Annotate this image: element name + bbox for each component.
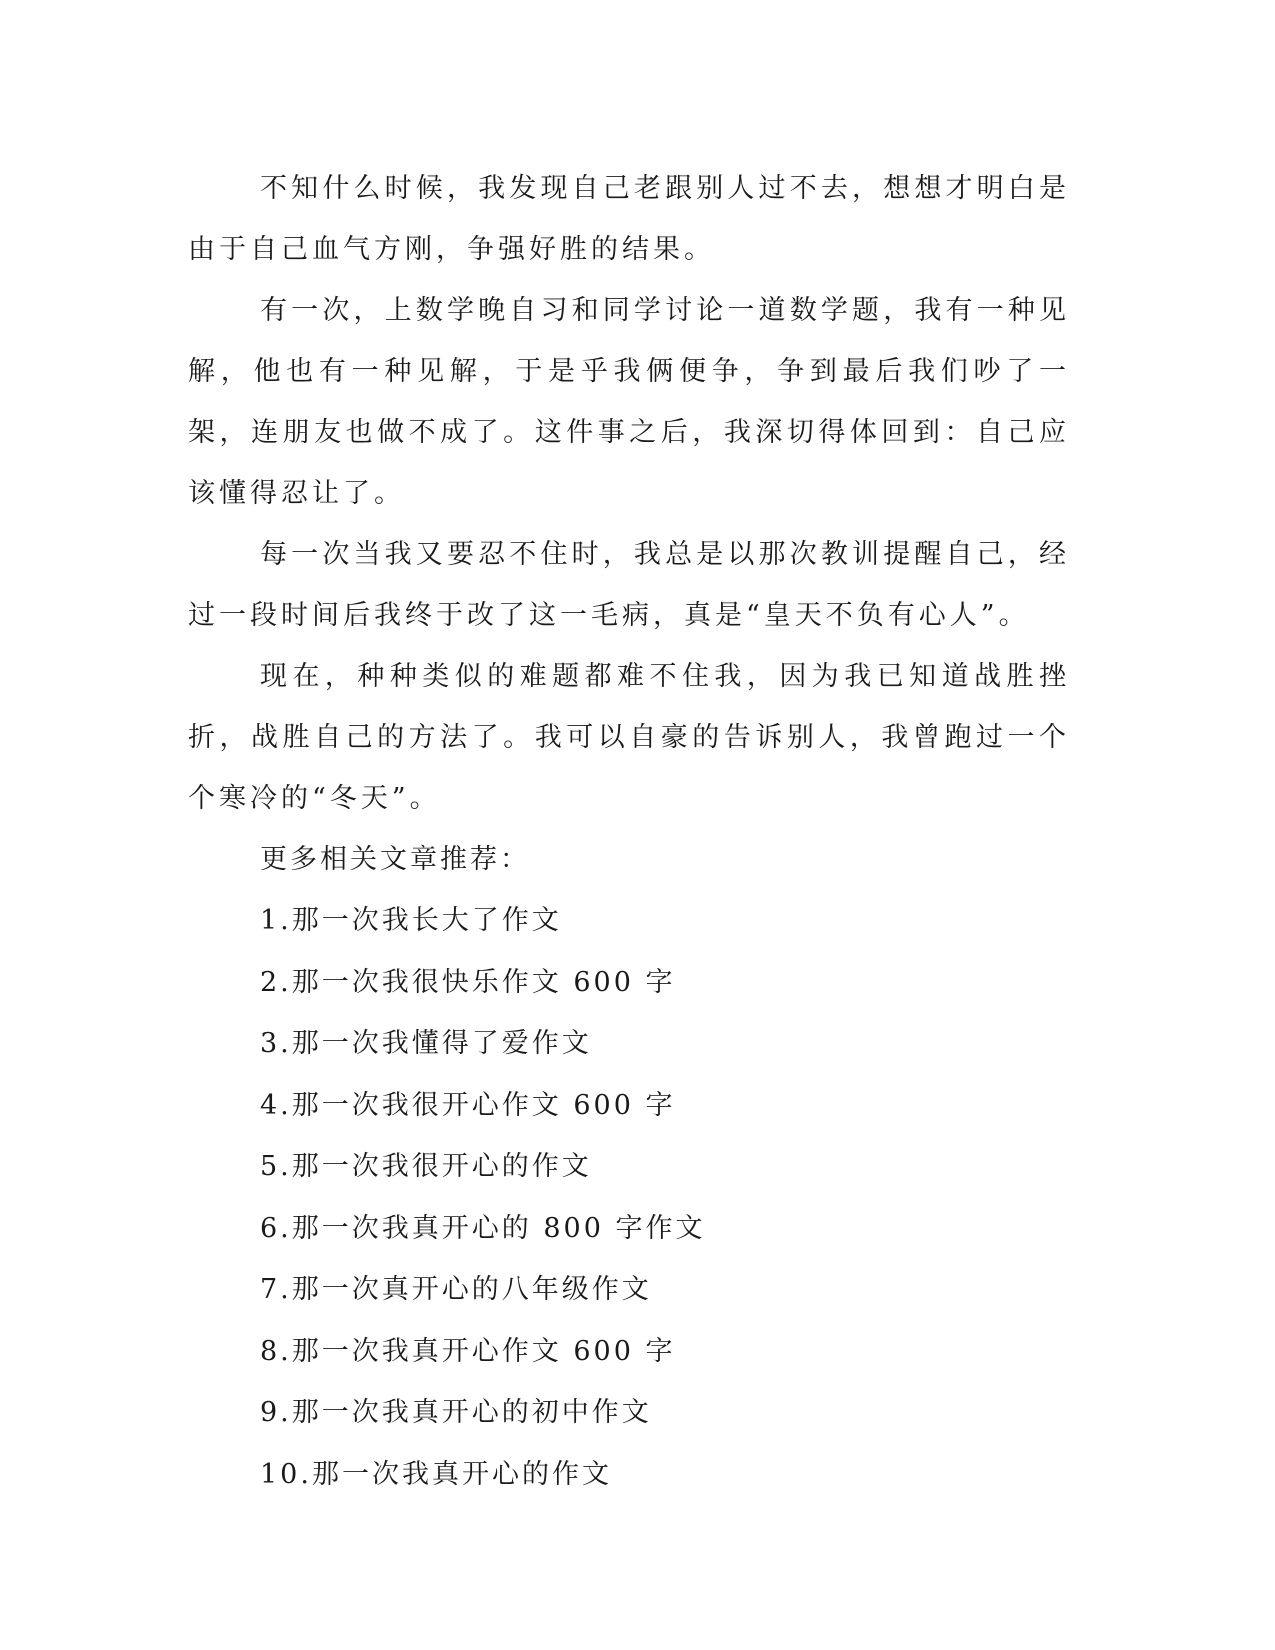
related-article-link-6[interactable]: 6.那一次我真开心的 800 字作文 [260,1212,706,1244]
article-body [188,158,1070,1505]
related-article-link-10[interactable]: 10.那一次我真开心的作文 [260,1458,612,1490]
related-article-link-7[interactable]: 7.那一次真开心的八年级作文 [260,1274,652,1305]
article-paragraph-4: 现在，种种类似的难题都难不住我，因为我已知道战胜挫折，战胜自己的方法了。我可以自豪的告诉别人，我曾跑过一个个寒冷的“冬天”。 [188,661,1070,814]
related-articles-list [188,890,1070,1505]
article-paragraph-1: 不知什么时候，我发现自己老跟别人过不去，想想才明白是由于自己血气方刚，争强好胜的结果。 [188,173,1070,265]
article-paragraph-2: 有一次，上数学晚自习和同学讨论一道数学题，我有一种见解，他也有一种见解，于是乎我俩便争，争到最后我们吵了一架，连朋友也做不成了。这件事之后，我深切得体回到：自己应该懂得忍让了。 [188,295,1070,509]
related-article-link-2[interactable]: 2.那一次我很快乐作文 600 字 [260,966,676,998]
article-paragraph-3: 每一次当我又要忍不住时，我总是以那次教训提醒自己，经过一段时间后我终于改了这一毛病，真是“皇天不负有心人”。 [188,539,1070,631]
related-article-link-9[interactable]: 9.那一次我真开心的初中作文 [260,1397,652,1428]
related-article-link-8[interactable]: 8.那一次我真开心作文 600 字 [260,1335,676,1367]
related-article-link-3[interactable]: 3.那一次我懂得了爱作文 [260,1028,592,1059]
related-articles-heading: 更多相关文章推荐： [260,844,530,875]
related-article-link-4[interactable]: 4.那一次我很开心作文 600 字 [260,1089,676,1121]
related-article-link-1[interactable]: 1.那一次我长大了作文 [260,905,562,936]
related-article-link-5[interactable]: 5.那一次我很开心的作文 [260,1151,592,1182]
